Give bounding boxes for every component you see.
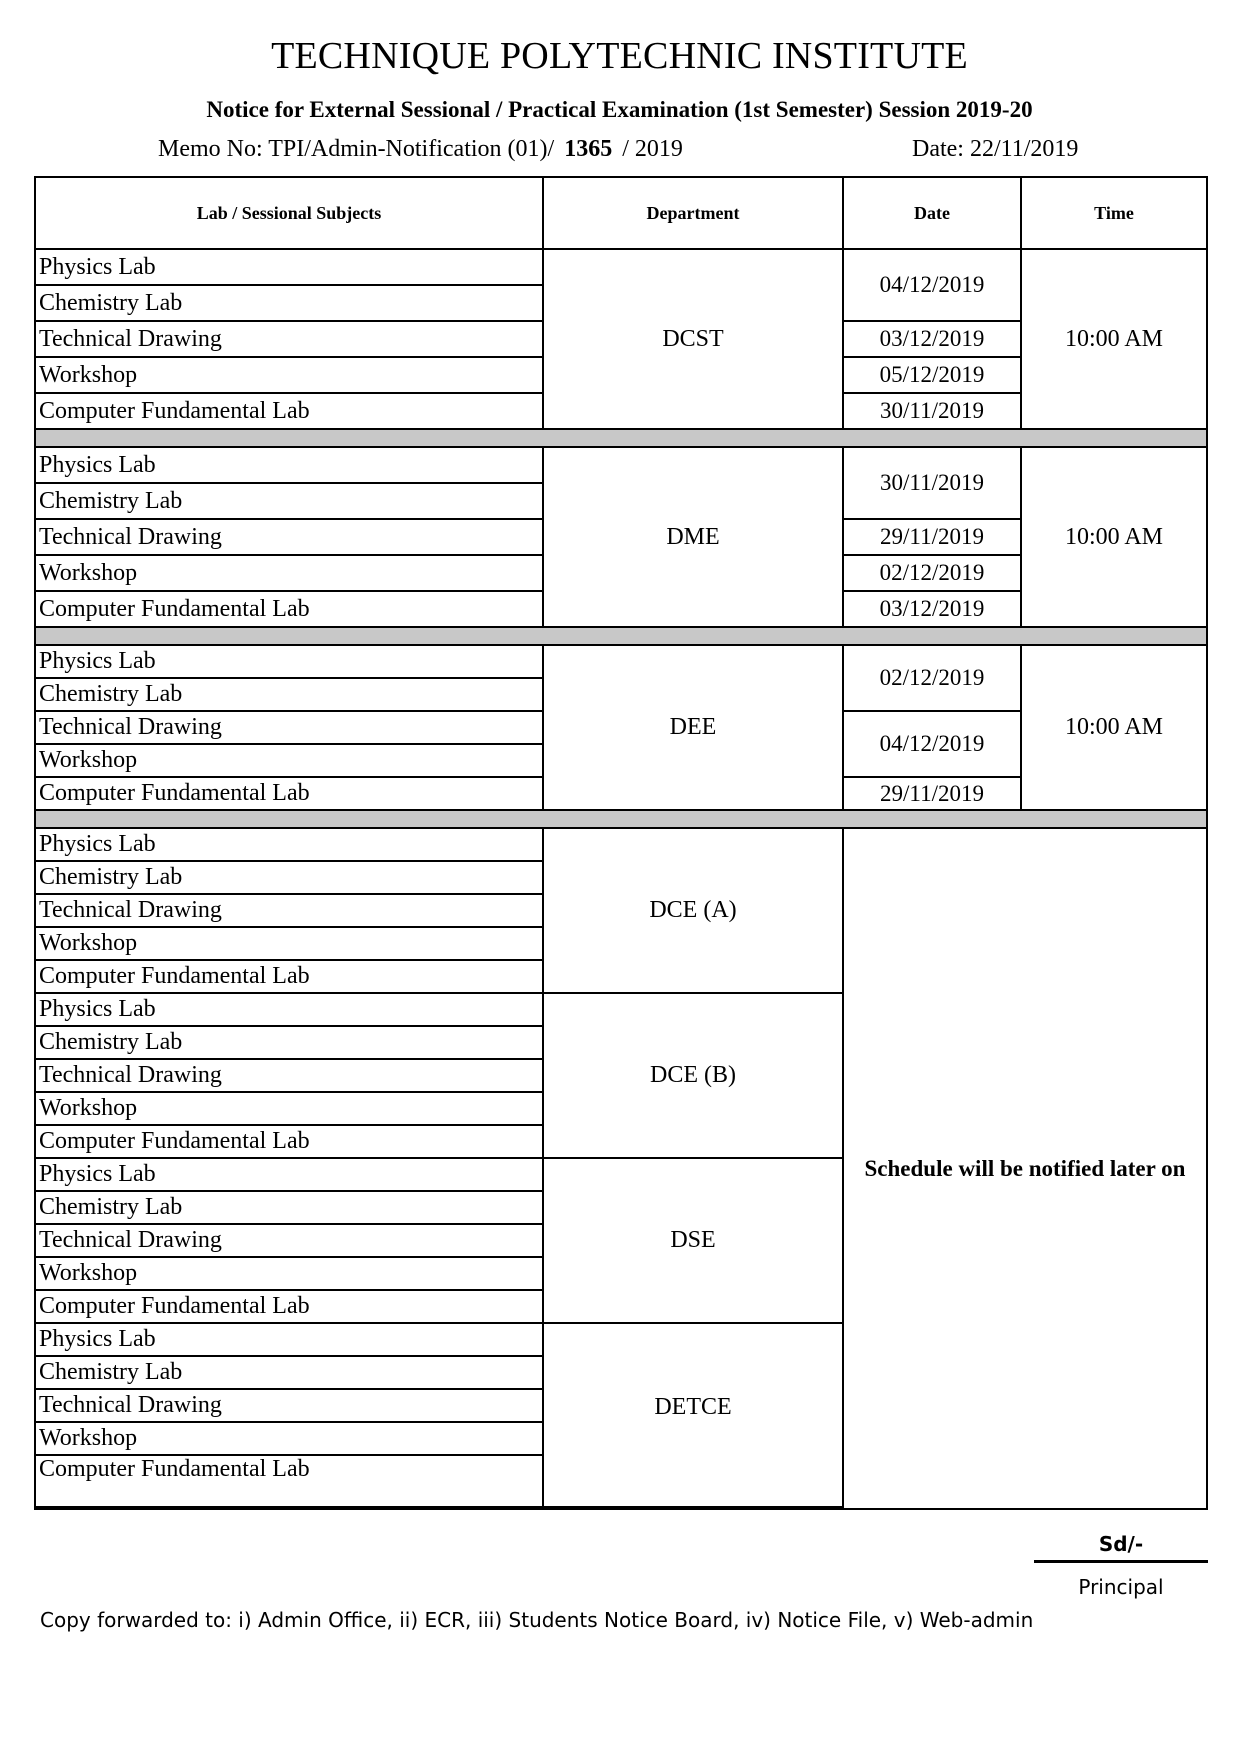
subject-cell: Chemistry Lab bbox=[36, 484, 544, 520]
memo-number: 1365 bbox=[564, 136, 613, 162]
subject-cell: Computer Fundamental Lab bbox=[36, 592, 544, 628]
department-cell: DEE bbox=[544, 646, 844, 811]
time-cell: 10:00 AM bbox=[1022, 250, 1206, 430]
date-cell: 05/12/2019 bbox=[844, 358, 1022, 394]
institute-title: TECHNIQUE POLYTECHNIC INSTITUTE bbox=[271, 35, 968, 77]
subject-cell: Technical Drawing bbox=[36, 1390, 544, 1423]
header-time: Time bbox=[1022, 178, 1206, 250]
subject-cell: Physics Lab bbox=[36, 448, 544, 484]
subject-cell: Technical Drawing bbox=[36, 520, 544, 556]
group-separator bbox=[36, 811, 1206, 829]
subject-cell: Computer Fundamental Lab bbox=[36, 1456, 544, 1508]
date-cell: 29/11/2019 bbox=[844, 520, 1022, 556]
date-cell: 03/12/2019 bbox=[844, 322, 1022, 358]
subject-cell: Computer Fundamental Lab bbox=[36, 1126, 544, 1159]
subject-cell: Chemistry Lab bbox=[36, 679, 544, 712]
memo-suffix: / 2019 bbox=[622, 136, 683, 162]
subject-cell: Computer Fundamental Lab bbox=[36, 394, 544, 430]
group-separator bbox=[36, 628, 1206, 646]
subject-cell: Technical Drawing bbox=[36, 1060, 544, 1093]
subject-cell: Physics Lab bbox=[36, 994, 544, 1027]
subject-cell: Computer Fundamental Lab bbox=[36, 961, 544, 994]
time-cell: 10:00 AM bbox=[1022, 448, 1206, 628]
subject-cell: Physics Lab bbox=[36, 1159, 544, 1192]
subject-cell: Workshop bbox=[36, 1258, 544, 1291]
department-cell: DETCE bbox=[544, 1324, 844, 1508]
group-separator bbox=[36, 430, 1206, 448]
subject-cell: Chemistry Lab bbox=[36, 286, 544, 322]
subject-cell: Technical Drawing bbox=[36, 322, 544, 358]
subject-cell: Chemistry Lab bbox=[36, 1357, 544, 1390]
signature: Sd/- bbox=[1034, 1532, 1208, 1563]
date-cell: 02/12/2019 bbox=[844, 556, 1022, 592]
subject-cell: Technical Drawing bbox=[36, 712, 544, 745]
schedule-note: Schedule will be notified later on bbox=[864, 1156, 1186, 1181]
date-cell: 30/11/2019 bbox=[844, 394, 1022, 430]
subject-cell: Chemistry Lab bbox=[36, 1027, 544, 1060]
header-department: Department bbox=[544, 178, 844, 250]
date-cell: 30/11/2019 bbox=[844, 448, 1022, 520]
notice-date: Date: 22/11/2019 bbox=[912, 136, 1079, 162]
date-cell: 04/12/2019 bbox=[844, 712, 1022, 778]
date-cell: 02/12/2019 bbox=[844, 646, 1022, 712]
subject-cell: Physics Lab bbox=[36, 250, 544, 286]
department-cell: DCST bbox=[544, 250, 844, 430]
signature-block bbox=[1034, 1532, 1208, 1599]
subject-cell: Workshop bbox=[36, 358, 544, 394]
header-subjects: Lab / Sessional Subjects bbox=[36, 178, 544, 250]
subject-cell: Technical Drawing bbox=[36, 1225, 544, 1258]
subject-cell: Technical Drawing bbox=[36, 895, 544, 928]
department-cell: DCE (A) bbox=[544, 829, 844, 994]
subject-cell: Physics Lab bbox=[36, 829, 544, 862]
date-cell: 04/12/2019 bbox=[844, 250, 1022, 322]
subject-cell: Chemistry Lab bbox=[36, 1192, 544, 1225]
memo-line bbox=[158, 136, 683, 163]
date-cell: 03/12/2019 bbox=[844, 592, 1022, 628]
date-cell: 29/11/2019 bbox=[844, 778, 1022, 811]
exam-schedule-table bbox=[34, 176, 1208, 1510]
department-cell: DSE bbox=[544, 1159, 844, 1324]
subject-cell: Workshop bbox=[36, 928, 544, 961]
header-date: Date bbox=[844, 178, 1022, 250]
department-cell: DCE (B) bbox=[544, 994, 844, 1159]
department-cell: DME bbox=[544, 448, 844, 628]
subject-cell: Workshop bbox=[36, 556, 544, 592]
copy-forwarded-line: Copy forwarded to: i) Admin Office, ii) ECR, iii) Students Notice Board, iv) Notice File, v) Web-admin bbox=[40, 1608, 1034, 1632]
subject-cell: Physics Lab bbox=[36, 1324, 544, 1357]
signatory-title: Principal bbox=[1078, 1575, 1164, 1599]
subject-cell: Workshop bbox=[36, 745, 544, 778]
subject-cell: Workshop bbox=[36, 1423, 544, 1456]
subject-cell: Chemistry Lab bbox=[36, 862, 544, 895]
notice-title: Notice for External Sessional / Practical Examination (1st Semester) Session 2019-20 bbox=[206, 97, 1033, 122]
memo-prefix: Memo No: TPI/Admin-Notification (01)/ bbox=[158, 136, 555, 162]
time-cell: 10:00 AM bbox=[1022, 646, 1206, 811]
subject-cell: Computer Fundamental Lab bbox=[36, 778, 544, 811]
subject-cell: Physics Lab bbox=[36, 646, 544, 679]
subject-cell: Workshop bbox=[36, 1093, 544, 1126]
subject-cell: Computer Fundamental Lab bbox=[36, 1291, 544, 1324]
